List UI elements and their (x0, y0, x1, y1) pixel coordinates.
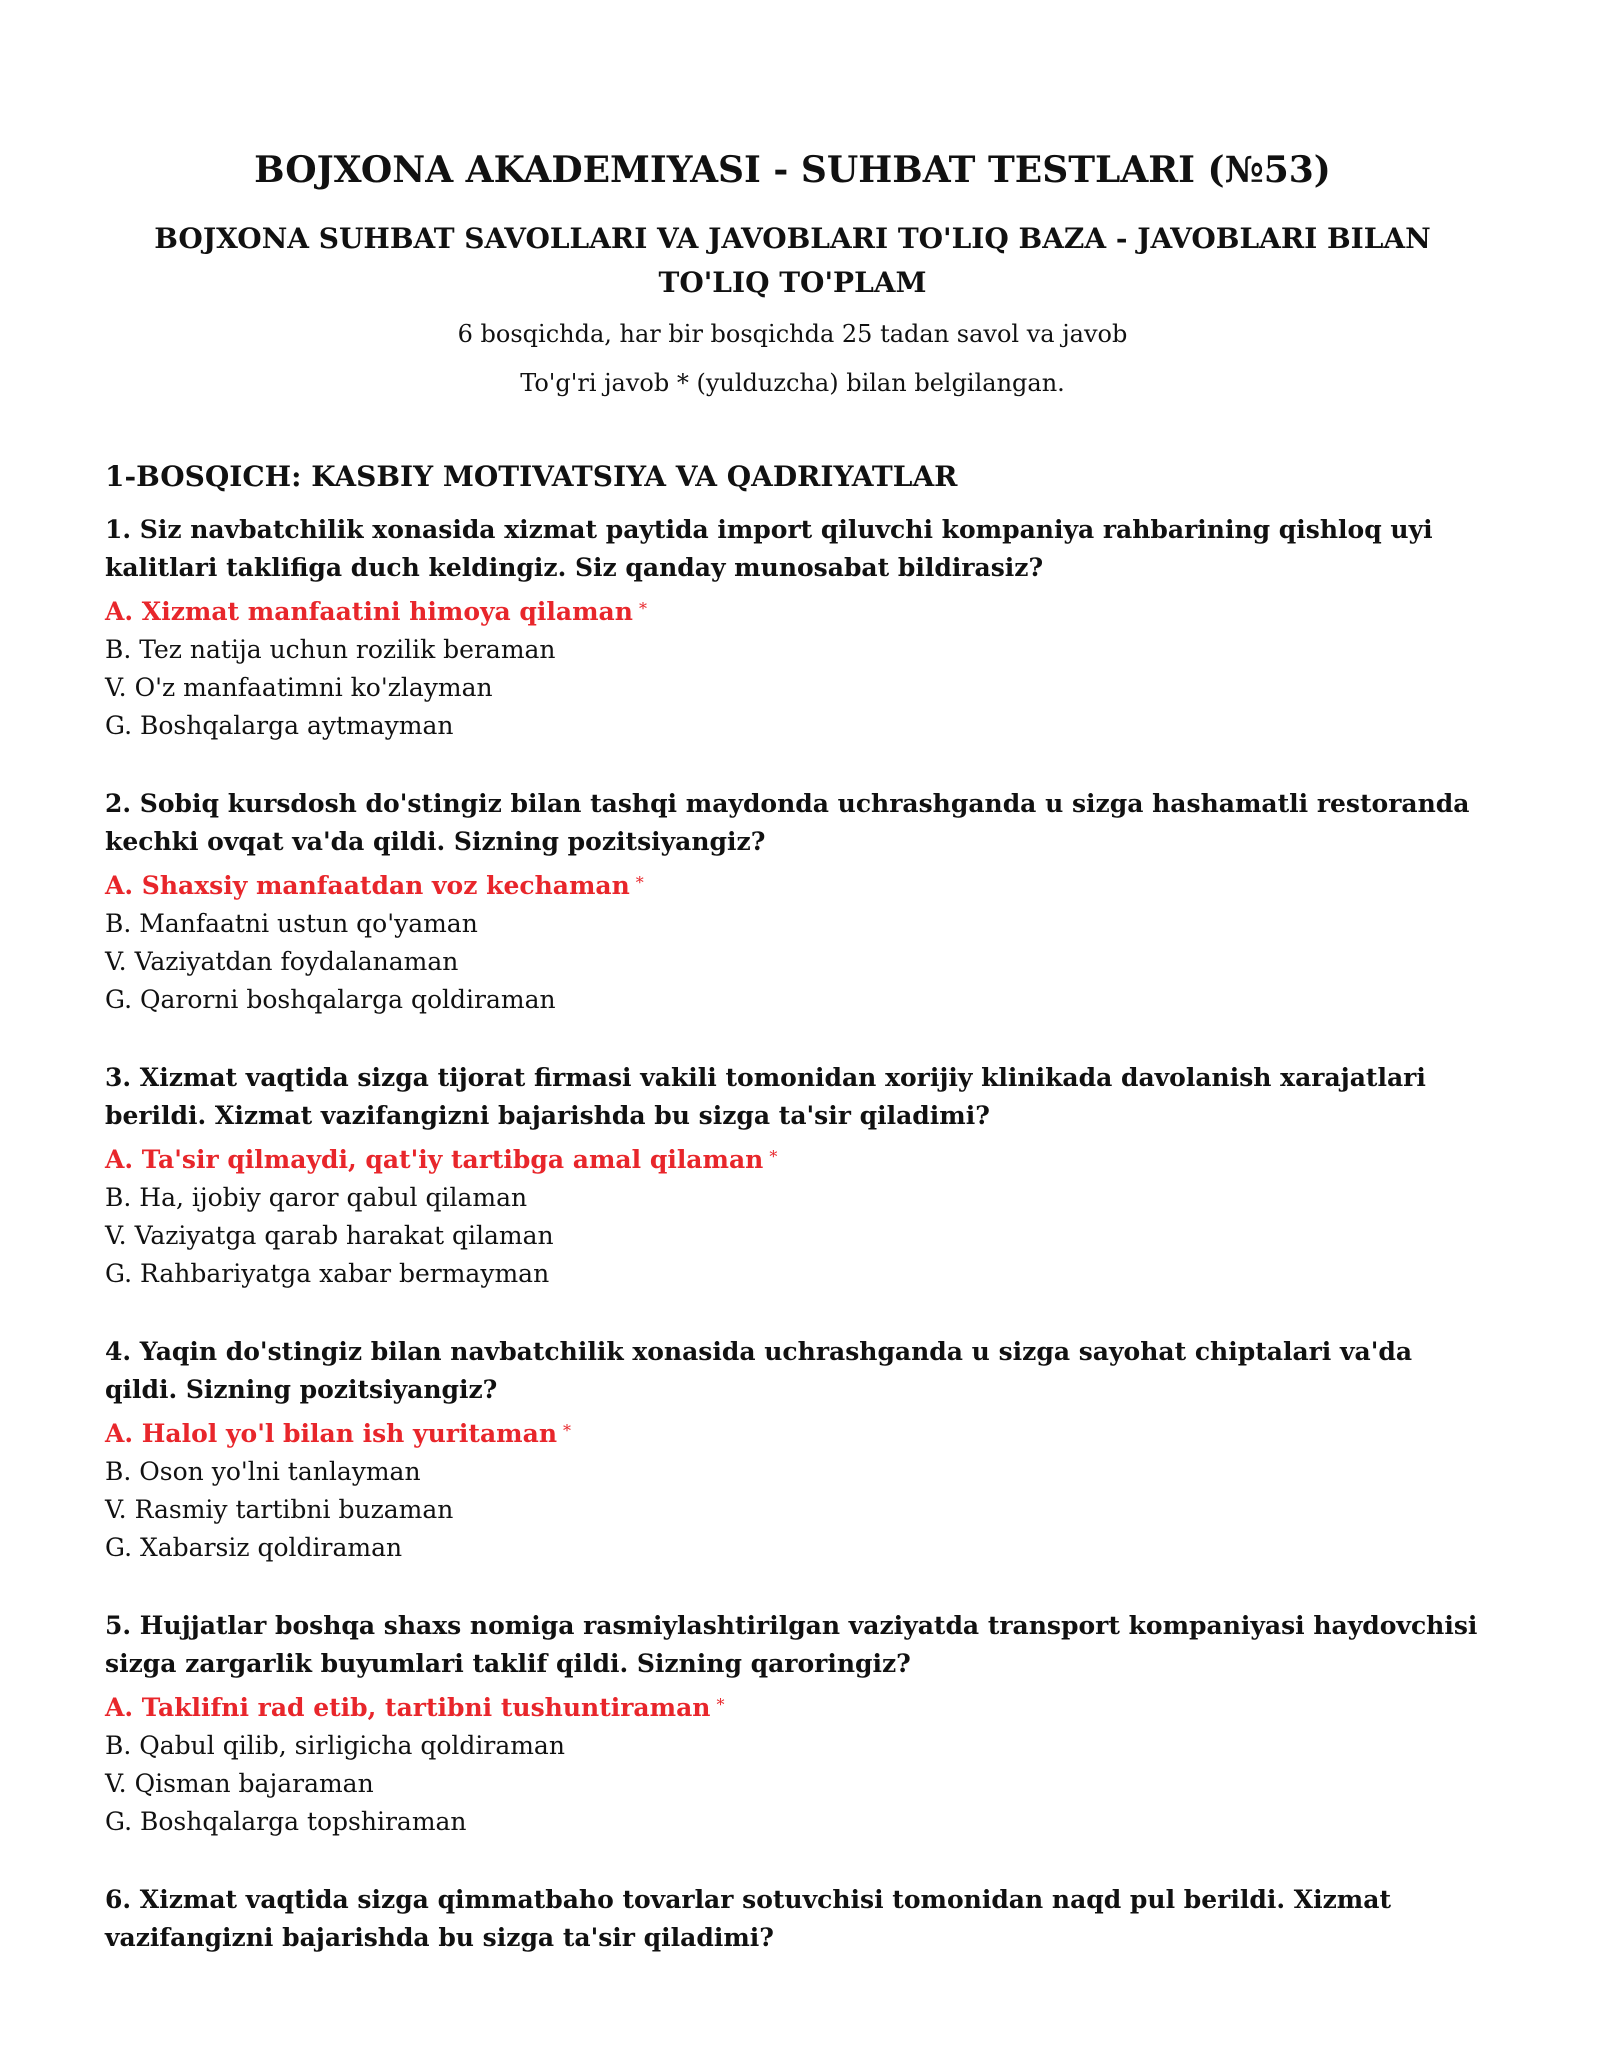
star-marker: * (716, 1695, 725, 1715)
answer-text: A. Ta'sir qilmaydi, qat'iy tartibga amal qilaman (105, 1145, 764, 1175)
answer-option: B. Oson yo'lni tanlayman (105, 1457, 421, 1487)
answer-option: V. Qisman bajaraman (105, 1769, 374, 1799)
correct-answer (105, 1412, 1480, 1453)
answer-text: A. Halol yo'l bilan ish yuritaman (105, 1419, 558, 1449)
answer-text: A. Xizmat manfaatini himoya qilaman (105, 597, 633, 627)
page-title: BOJXONA AKADEMIYASI - SUHBAT TESTLARI (№53) (254, 149, 1331, 191)
question-block (105, 511, 1480, 745)
answer-option: B. Tez natija uchun rozilik beraman (105, 635, 556, 665)
answer-option: G. Qarorni boshqalarga qoldiraman (105, 985, 556, 1015)
answer-option: V. Vaziyatdan foydalanaman (105, 947, 459, 977)
answer-option: V. Vaziyatga qarab harakat qilaman (105, 1221, 554, 1251)
answer-text: A. Shaxsiy manfaatdan voz kechaman (105, 871, 630, 901)
answer-option: G. Boshqalarga aytmayman (105, 711, 454, 741)
answer-option: G. Xabarsiz qoldiraman (105, 1533, 403, 1563)
answer-option: V. O'z manfaatimni ko'zlayman (105, 673, 493, 703)
question-text: 4. Yaqin do'stingiz bilan navbatchilik xonasida uchrashganda u sizga sayohat chiptalari va'da qildi. Sizning pozitsiyangiz? (105, 1337, 1413, 1405)
correct-answer (105, 1138, 1480, 1179)
question-block (105, 1333, 1480, 1567)
question-block (105, 1881, 1480, 1957)
answer-option: B. Manfaatni ustun qo'yaman (105, 909, 478, 939)
question-text: 6. Xizmat vaqtida sizga qimmatbaho tovarlar sotuvchisi tomonidan naqd pul berildi. Xizmat vazifangizni bajarishda bu sizga ta'sir qiladimi? (105, 1885, 1392, 1953)
info-line: To'g'ri javob * (yulduzcha) bilan belgilangan. (520, 368, 1065, 397)
question-block (105, 1607, 1480, 1841)
answer-option: G. Rahbariyatga xabar bermayman (105, 1259, 550, 1289)
question-text: 1. Siz navbatchilik xonasida xizmat paytida import qiluvchi kompaniya rahbarining qishloq uyi kalitlari taklifiga duch keldingiz. Siz qanday munosabat bildirasiz? (105, 515, 1433, 583)
question-text: 2. Sobiq kursdosh do'stingiz bilan tashqi maydonda uchrashganda u sizga hashamatli restoranda kechki ovqat va'da qildi. Sizning pozitsiyangiz? (105, 789, 1470, 857)
answer-option: B. Qabul qilib, sirligicha qoldiraman (105, 1731, 565, 1761)
answer-text: A. Taklifni rad etib, tartibni tushuntiraman (105, 1693, 711, 1723)
star-marker: * (635, 873, 644, 893)
page-subtitle: BOJXONA SUHBAT SAVOLLARI VA JAVOBLARI TO'LIQ BAZA - JAVOBLARI BILAN TO'LIQ TO'PLAM (154, 222, 1431, 299)
star-marker: * (769, 1147, 778, 1167)
question-block (105, 1059, 1480, 1293)
answer-option: B. Ha, ijobiy qaror qabul qilaman (105, 1183, 528, 1213)
correct-answer (105, 590, 1480, 631)
star-marker: * (563, 1421, 572, 1441)
info-line: 6 bosqichda, har bir bosqichda 25 tadan savol va javob (457, 320, 1128, 349)
answer-option: G. Boshqalarga topshiraman (105, 1807, 467, 1837)
question-block (105, 785, 1480, 1019)
answer-option: V. Rasmiy tartibni buzaman (105, 1495, 454, 1525)
correct-answer (105, 1686, 1480, 1727)
question-text: 3. Xizmat vaqtida sizga tijorat firmasi vakili tomonidan xorijiy klinikada davolanish xarajatlari berildi. Xizmat vazifangizni bajarishda bu sizga ta'sir qiladimi? (105, 1063, 1426, 1131)
correct-answer (105, 864, 1480, 905)
question-text: 5. Hujjatlar boshqa shaxs nomiga rasmiylashtirilgan vaziyatda transport kompaniyasi haydovchisi sizga zargarlik buyumlari taklif qildi. Sizning qaroringiz? (105, 1611, 1478, 1679)
section-heading: 1-BOSQICH: KASBIY MOTIVATSIYA VA QADRIYATLAR (105, 459, 958, 493)
star-marker: * (638, 599, 647, 619)
